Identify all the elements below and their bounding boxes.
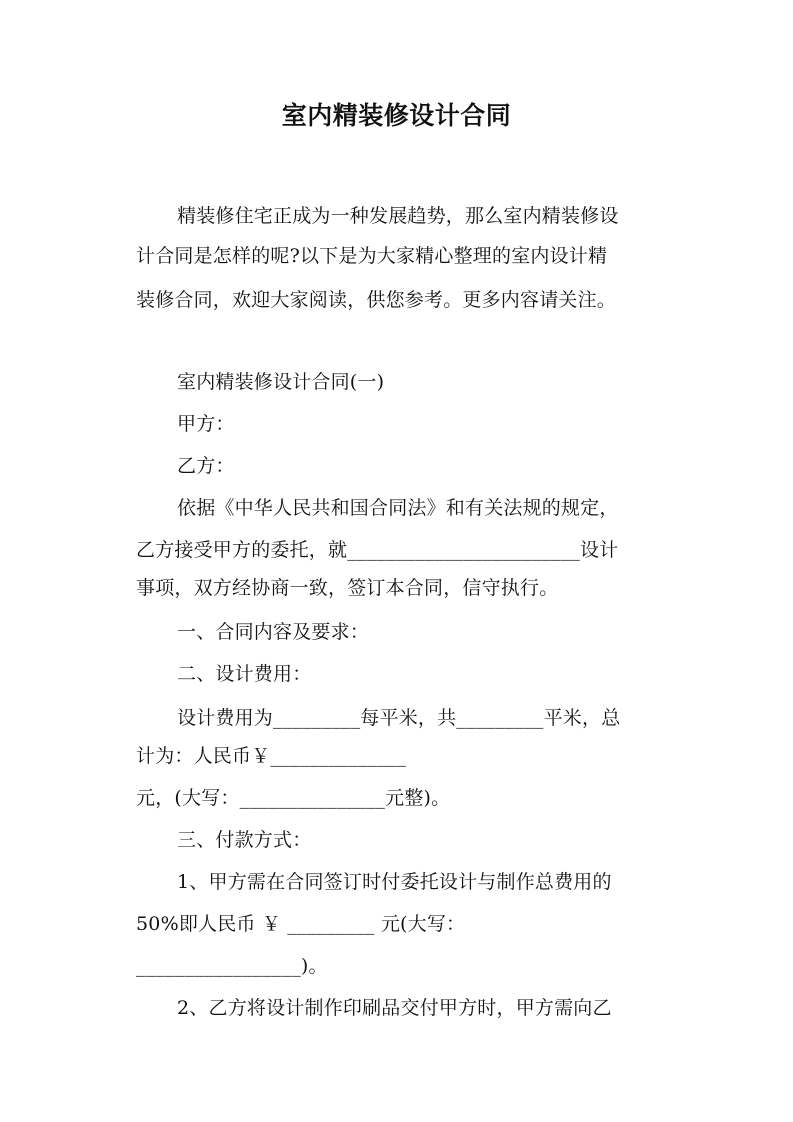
intro-line-2: 计合同是怎样的呢?以下是为大家精心整理的室内设计精 bbox=[136, 245, 608, 267]
clause-line-2: 乙方接受甲方的委托，就________________________设计 bbox=[136, 539, 619, 561]
payment-1-line-2: 50%即人民币 ￥ _________ 元(大写： bbox=[136, 913, 466, 935]
payment-1-line-1: 1、甲方需在合同签订时付委托设计与制作总费用的 bbox=[177, 871, 612, 893]
fee-line-1: 设计费用为_________每平米，共_________平米，总 bbox=[177, 707, 621, 729]
fee-line-3: 元，(大写：_______________元整)。 bbox=[136, 787, 451, 809]
intro-line-1: 精装修住宅正成为一种发展趋势，那么室内精装修设 bbox=[177, 205, 619, 227]
clause-line-3: 事项，双方经协商一致，签订本合同，信守执行。 bbox=[136, 577, 559, 599]
payment-2-line-1: 2、乙方将设计制作印刷品交付甲方时，甲方需向乙 bbox=[177, 997, 612, 1019]
payment-1-line-3: _________________)。 bbox=[136, 955, 328, 977]
party-b-line: 乙方： bbox=[177, 455, 235, 477]
document-title: 室内精装修设计合同 bbox=[281, 101, 512, 130]
section-2-heading: 二、设计费用： bbox=[177, 663, 312, 685]
party-a-line: 甲方： bbox=[177, 413, 235, 435]
intro-line-3: 装修合同，欢迎大家阅读，供您参考。更多内容请关注。 bbox=[136, 289, 617, 311]
fee-line-2: 计为：人民币￥______________ bbox=[136, 745, 407, 767]
contract-heading: 室内精装修设计合同(一) bbox=[177, 371, 385, 393]
section-3-heading: 三、付款方式： bbox=[177, 829, 312, 851]
section-1-heading: 一、合同内容及要求： bbox=[177, 621, 370, 643]
clause-line-1: 依据《中华人民共和国合同法》和有关法规的规定， bbox=[177, 497, 619, 519]
